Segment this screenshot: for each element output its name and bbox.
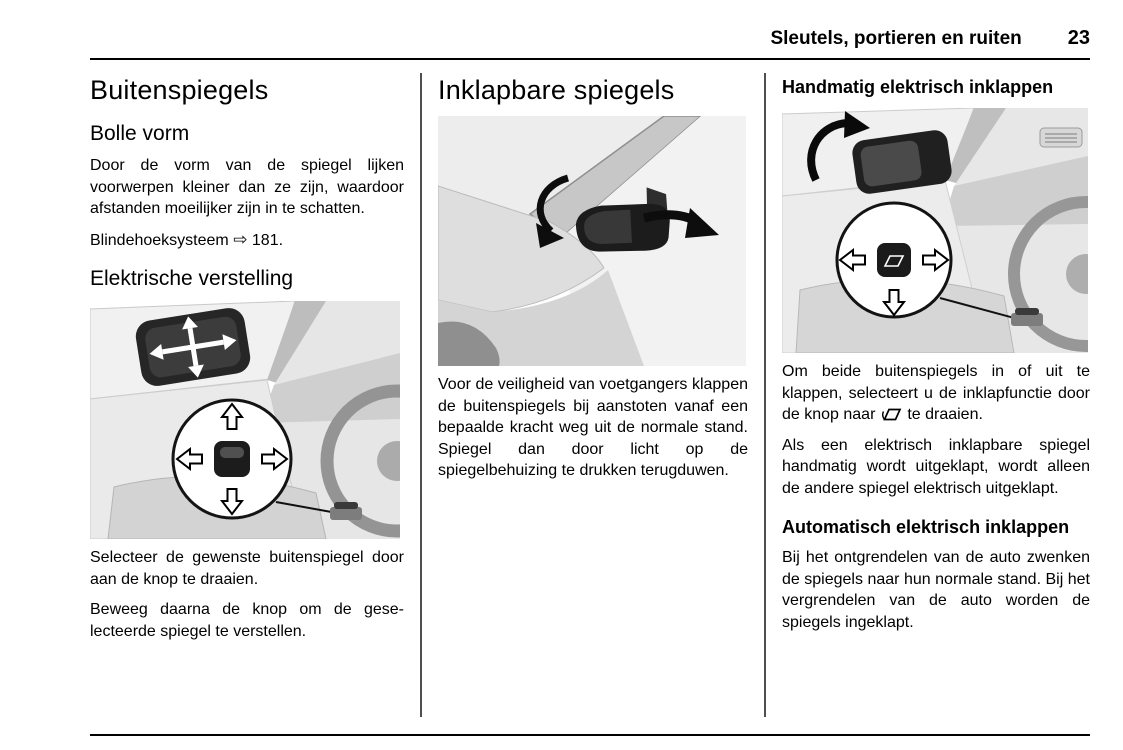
section-title-buitenspiegels: Buitenspiegels [90, 75, 269, 105]
footer-rule [90, 734, 1090, 736]
running-header [90, 27, 1090, 50]
column-inklapbare-spiegels [438, 73, 748, 725]
column-divider [420, 73, 422, 717]
mirror-switch [1011, 308, 1043, 326]
column-elektrisch-inklappen [782, 73, 1090, 725]
mirror-fold-icon [880, 406, 903, 423]
section-title-inklapbare: Inklapbare spiegels [438, 75, 675, 105]
manual-fold-illustration [782, 108, 1090, 353]
handmatig-paragraph-1-text: Om beide buitenspiegels in of uit te klappen, selecteert u de inklapfunctie door de knop naar [782, 363, 1090, 423]
electric-adjustment-graphic [90, 301, 400, 539]
column-divider [764, 73, 766, 717]
page-reference-number: 181. [251, 231, 284, 249]
automatisch-paragraph: Bij het ontgrendelen van de auto zwenken de spiegels naar hun normale stand. Bij het vergrendelen van de auto worden de spiegels ingeklapt. [782, 549, 1090, 631]
mirror-control-knob [877, 243, 911, 277]
page-number: 23 [1067, 27, 1090, 49]
handmatig-paragraph-1-text-after: te draaien. [907, 406, 983, 423]
mirror-switch [330, 502, 362, 520]
handmatig-paragraph-1 [782, 361, 1090, 426]
electric-adjustment-illustration [90, 301, 404, 539]
folding-mirror-graphic [438, 116, 746, 366]
page-header [90, 27, 1090, 60]
heading-automatisch-inklappen: Automatisch elektrisch inklappen [782, 517, 1070, 537]
page-reference [90, 229, 404, 252]
content-columns [90, 73, 1090, 725]
header-rule [90, 58, 1090, 60]
verstelling-paragraph-2: Beweeg daarna de knop om de geselecteerde spiegel te verstellen. [90, 601, 404, 640]
manual-fold-graphic [782, 108, 1088, 353]
handmatig-paragraph-2: Als een elektrisch inklapbare spiegel handmatig wordt uitgeklapt, wordt alleen de andere spiegel elektrisch uitgeklapt. [782, 436, 1090, 497]
page-reference-arrow-icon: ⇨ [233, 229, 248, 249]
chapter-title: Sleutels, portieren en ruiten [770, 28, 1022, 49]
folding-mirror-illustration [438, 116, 748, 366]
magnified-control [837, 203, 951, 317]
magnified-control [173, 400, 291, 518]
inklapbare-paragraph: Voor de veiligheid van voetgangers klappen de buitenspiegels bij aanstoten vanaf een bepaalde kracht weg uit de normale stand. Spiegel dan door licht op de spiegelbehuizing te drukken terugduwen. [438, 376, 748, 479]
heading-handmatig-inklappen: Handmatig elektrisch inklappen [782, 77, 1054, 97]
bolle-vorm-paragraph: Door de vorm van de spiegel lijken voorwerpen kleiner dan ze zijn, waardoor afstanden moeilijker zijn in te schatten. [90, 157, 404, 217]
page-reference-label: Blindehoeksysteem [90, 231, 229, 249]
heading-bolle-vorm: Bolle vorm [90, 122, 190, 145]
heading-elektrische-verstelling: Elektrische verstelling [90, 267, 294, 290]
mirror-control-knob [214, 441, 250, 477]
column-buitenspiegels [90, 73, 404, 725]
verstelling-paragraph-1: Selecteer de gewenste buitenspiegel door aan de knop te draaien. [90, 549, 404, 588]
air-vent [1040, 128, 1082, 147]
